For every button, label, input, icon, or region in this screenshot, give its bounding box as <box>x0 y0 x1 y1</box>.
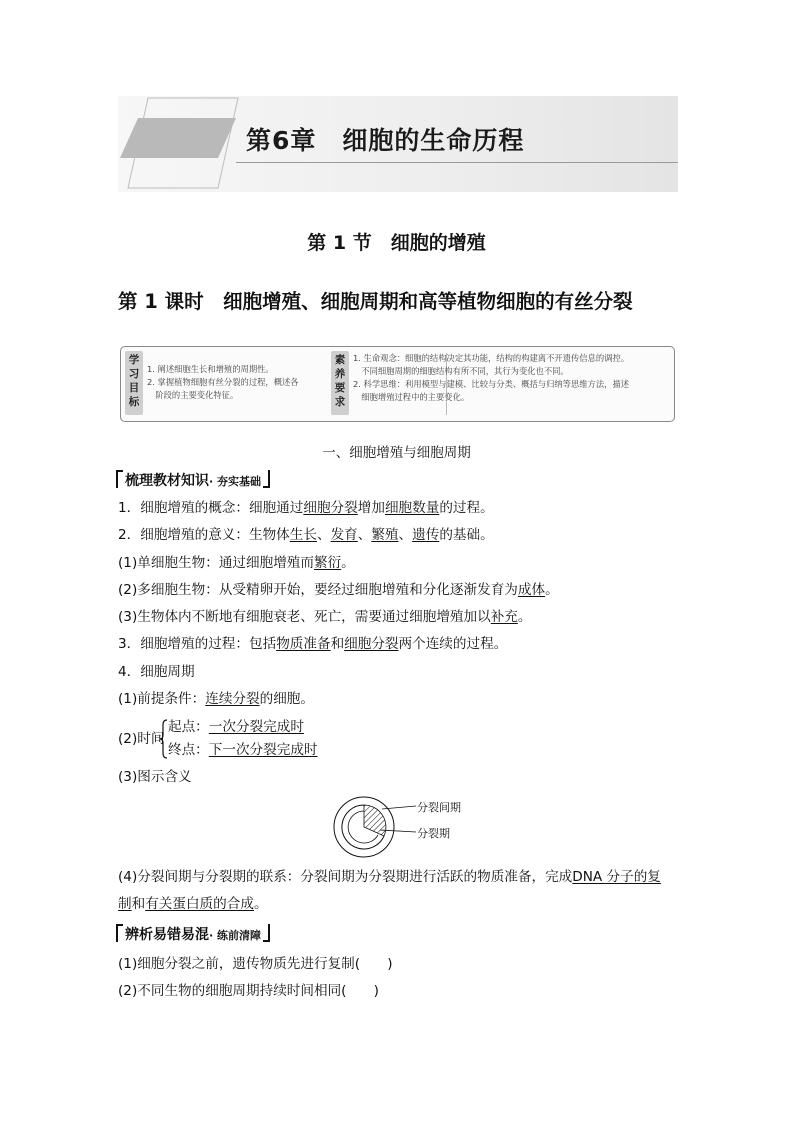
goal-item: 阶段的主要变化特征。 <box>147 390 239 400</box>
answer-span: 一次分裂完成时 <box>208 719 304 735</box>
section-title: 第 1 节 细胞的增殖 <box>307 232 486 254</box>
text-span: 。 <box>517 609 532 625</box>
bracket-left <box>116 470 123 488</box>
answer-span: DNA 分子的复 <box>572 869 661 885</box>
text-line <box>118 499 494 517</box>
chapter-title: 第6章 细胞的生命历程 <box>246 126 525 155</box>
learning-goals-box <box>120 346 675 422</box>
goal-tag-right: 素养要求 <box>331 351 349 415</box>
text-line <box>118 526 494 544</box>
chapter-underline <box>236 162 678 163</box>
question-2: (2)不同生物的细胞周期持续时间相同( ) <box>118 983 379 999</box>
label-mitosis: 分裂期 <box>417 827 450 840</box>
answer-span: 有关蛋白质的合成 <box>145 896 254 912</box>
text-line <box>118 581 559 599</box>
question-1: (1)细胞分裂之前，遗传物质先进行复制( ) <box>118 956 393 972</box>
goal-item: 1. 阐述细胞生长和增殖的周期性。 <box>147 364 274 374</box>
part-heading: 一、细胞增殖与细胞周期 <box>322 445 471 461</box>
text-span: (1)前提条件： <box>118 691 206 707</box>
text-line <box>118 635 507 653</box>
text-span: 的过程。 <box>439 500 494 516</box>
text-line <box>118 895 268 913</box>
text-span: 和 <box>131 896 146 912</box>
answer-span: 繁殖 <box>371 527 399 543</box>
answer-span: 补充 <box>490 609 518 625</box>
answer-span: 发育 <box>330 527 358 543</box>
heading-sub: · 夯实基础 <box>209 475 262 488</box>
text-span: 的细胞。 <box>259 691 314 707</box>
text-span: 增加 <box>357 500 385 516</box>
text-span: (4)分裂间期与分裂期的联系：分裂间期为分裂期进行活跃的物质准备，完成 <box>118 869 573 885</box>
text-span: 、 <box>357 527 372 543</box>
text-span: 终点： <box>168 742 209 758</box>
chapter-parallelogram <box>118 96 248 192</box>
bracket-left <box>116 924 123 942</box>
text-span: (2)多细胞生物：从受精卵开始，要经过细胞增殖和分化逐渐发育为 <box>118 582 518 598</box>
answer-span: 连续分裂 <box>205 691 260 707</box>
text-span: 的基础。 <box>439 527 494 543</box>
goal-item: 细胞增殖过程中的主要变化。 <box>353 392 470 402</box>
brace-icon <box>160 719 168 759</box>
goal-item: 1. 生命观念：细胞的结构决定其功能，结构的构建离不开遗传信息的调控。 <box>353 353 630 363</box>
goal-item: 2. 掌握植物细胞有丝分裂的过程，概述各 <box>147 377 299 387</box>
label-interphase: 分裂间期 <box>417 801 461 814</box>
text-line: 4．细胞周期 <box>118 664 195 680</box>
goal-list-right <box>353 352 629 404</box>
goal-list-left <box>147 363 299 402</box>
time-end <box>168 741 318 759</box>
text-span: 。 <box>545 582 559 598</box>
heading-sub: · 练前清障 <box>209 929 262 942</box>
heading-misconceptions <box>116 924 270 944</box>
text-span: 。 <box>341 555 355 571</box>
text-span: 3．细胞增殖的过程：包括 <box>118 636 277 652</box>
text-span: 和 <box>330 636 345 652</box>
goal-tag-left: 学习目标 <box>125 351 143 415</box>
goal-item: 2. 科学思维：利用模型与建模、比较与分类、概括与归纳等思维方法，描述 <box>353 379 630 389</box>
time-label: (2)时间 <box>118 731 165 747</box>
text-line: (3)图示含义 <box>118 769 192 785</box>
text-line <box>118 690 314 708</box>
text-line <box>118 554 355 572</box>
text-line <box>118 868 661 886</box>
text-span: (3)生物体内不断地有细胞衰老、死亡，需要通过细胞增殖加以 <box>118 609 491 625</box>
time-start <box>168 718 304 736</box>
answer-span: 生长 <box>289 527 317 543</box>
answer-span: 细胞数量 <box>384 500 440 516</box>
lesson-title: 第 1 课时 细胞增殖、细胞周期和高等植物细胞的有丝分裂 <box>118 290 633 313</box>
answer-span: 成体 <box>517 582 546 598</box>
bracket-right <box>263 470 270 488</box>
goal-item: 不同细胞周期的细胞结构有所不同，其行为变化也不同。 <box>353 366 569 376</box>
text-span: 、 <box>316 527 331 543</box>
chapter-label: Chapter 6 <box>28 128 114 148</box>
bracket-right <box>263 924 270 942</box>
answer-span: 细胞分裂 <box>344 636 399 652</box>
text-span: 、 <box>398 527 413 543</box>
heading-textbook-knowledge <box>116 470 270 490</box>
heading-main: 辨析易错易混 <box>125 927 209 943</box>
text-span: 1．细胞增殖的概念：细胞通过 <box>118 500 304 516</box>
answer-span: 遗传 <box>412 527 440 543</box>
text-span: 两个连续的过程。 <box>398 636 508 652</box>
answer-span: 繁衍 <box>313 555 342 571</box>
answer-span: 制 <box>118 896 132 912</box>
text-span: 。 <box>253 896 268 912</box>
text-span: 起点： <box>168 719 209 735</box>
text-span: (1)单细胞生物：通过细胞增殖而 <box>118 555 314 571</box>
answer-span: 下一次分裂完成时 <box>208 742 318 758</box>
heading-main: 梳理教材知识 <box>125 473 209 489</box>
answer-span: 物质准备 <box>276 636 331 652</box>
answer-span: 细胞分裂 <box>303 500 358 516</box>
text-line <box>118 608 531 626</box>
text-span: 2．细胞增殖的意义：生物体 <box>118 527 290 543</box>
